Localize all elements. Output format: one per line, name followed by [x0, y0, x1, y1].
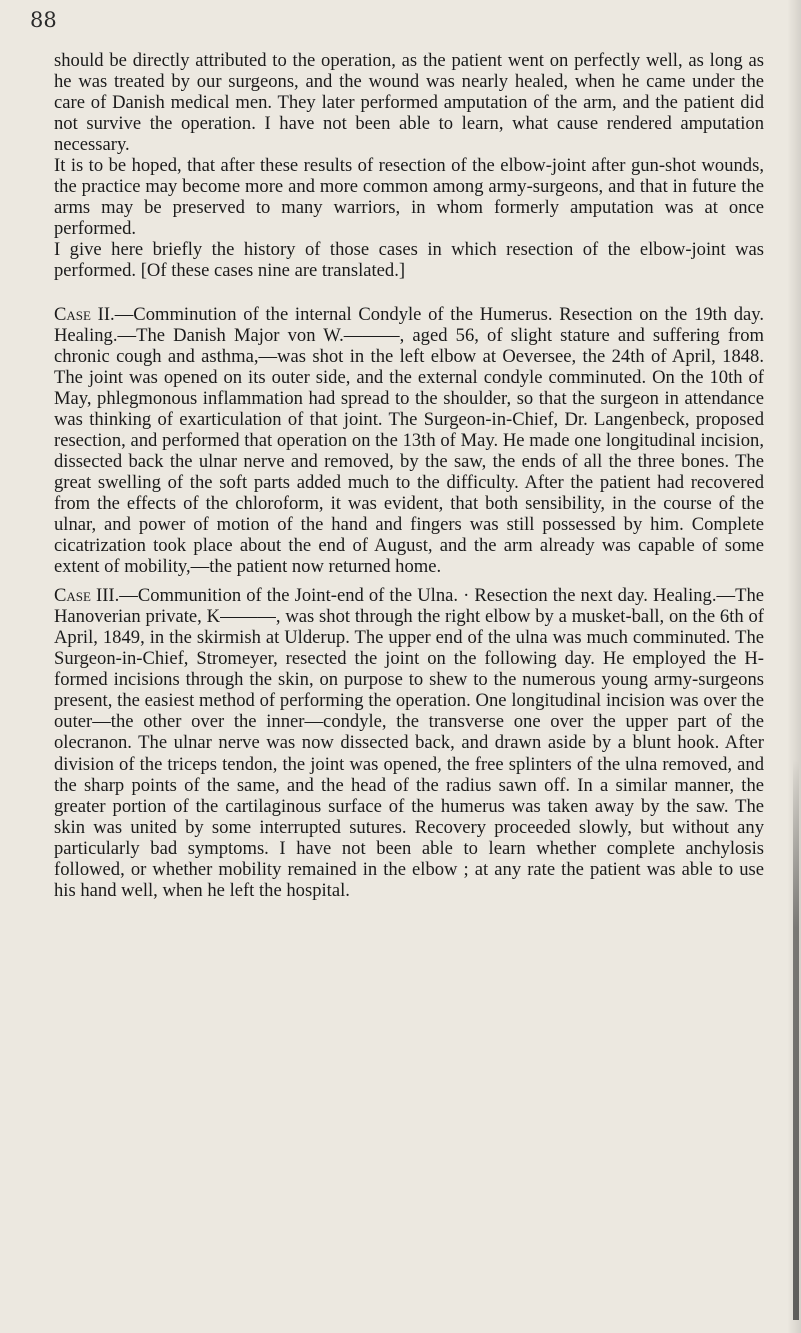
- case-three: [54, 585, 764, 901]
- case-text: —Communition of the Joint-end of the Ulna. · Resection the next day. Healing.—The Hanoverian private, K———, was shot through the right elbow by a musket-ball, on the 6th of April, 1849, in the skirmish at Ulderup. The upper end of the ulna was much comminuted. The Surgeon-in-Chief, Stromeyer, resected the joint on the following day. He employed the H-formed incisions through the skin, on purpose to shew to the numerous young army-surgeons present, the easiest method of performing the operation. One longitudinal incision was over the outer—the other over the inner—condyle, the transverse one over the upper part of the olecranon. The ulnar nerve was now dissected back, and drawn aside by a blunt hook. After division of the triceps tendon, the joint was opened, the free splinters of the ulna removed, and the sharp points of the same, and the head of the radius sawn off. In a similar manner, the greater portion of the cartilaginous surface of the humerus was taken away by the saw. The skin was united by some interrupted sutures. Recovery proceeded slowly, but without any particularly bad symptoms. I have not been able to learn whether complete anchylosis followed, or whether mobility remained in the elbow ; at any rate the patient was able to use his hand well, when he left the hospital.: [54, 585, 764, 901]
- paragraph-text: I give here briefly the history of those cases in which resection of the elbow-joint was performed. [Of these cases nine are translated.]: [54, 239, 764, 282]
- paragraph-hope: [54, 155, 764, 239]
- paragraph-text: It is to be hoped, that after these results of resection of the elbow-joint after gun-shot wounds, the practice may become more and more common among army-surgeons, and that in future the arms may be preserved to many warriors, in whom formerly amputation was at once performed.: [54, 155, 764, 240]
- case-label: Case II.: [54, 303, 115, 325]
- case-label: Case III.: [54, 585, 120, 607]
- section-gap: [54, 577, 764, 585]
- case-text: —Comminution of the internal Condyle of the Humerus. Resection on the 19th day. Healing.—The Danish Major von W.———, aged 56, of slight stature and suffering from chronic cough and asthma,—was shot in the left elbow at Oeversee, the 24th of April, 1848. The joint was opened on its outer side, and the external condyle comminuted. On the 10th of May, phlegmonous inflammation had spread to the shoulder, so that the surgeon in attendance was thinking of exarticulation of that joint. The Surgeon-in-Chief, Dr. Langenbeck, proposed resection, and performed that operation on the 13th of May. He made one longitudinal incision, dissected back the ulnar nerve and removed, by the saw, the ends of all the three bones. The great swelling of the soft parts added much to the difficulty. After the patient had recovered from the effects of the chloroform, it was evident, that both sensibility, in the course of the ulnar, and power of motion of the hand and fingers was still possessed by him. Complete cicatrization took place about the end of August, and the arm already was capable of some extent of mobility,—the patient now returned home.: [54, 303, 764, 578]
- page-number: 88: [30, 8, 57, 32]
- case-two: [54, 304, 764, 578]
- paragraph-continuation: [54, 50, 764, 155]
- paragraph-text: should be directly attributed to the operation, as the patient went on perfectly well, as long as he was treated by our surgeons, and the wound was nearly healed, when he came under the care of Danish medical men. They later performed amputation of the arm, and the patient did not survive the operation. I have not been able to learn, what cause rendered amputation necessary.: [54, 50, 764, 156]
- page-edge-mark: [793, 760, 799, 1320]
- section-gap: [54, 282, 764, 304]
- paragraph-intro-cases: [54, 239, 764, 281]
- body-text: [54, 50, 764, 901]
